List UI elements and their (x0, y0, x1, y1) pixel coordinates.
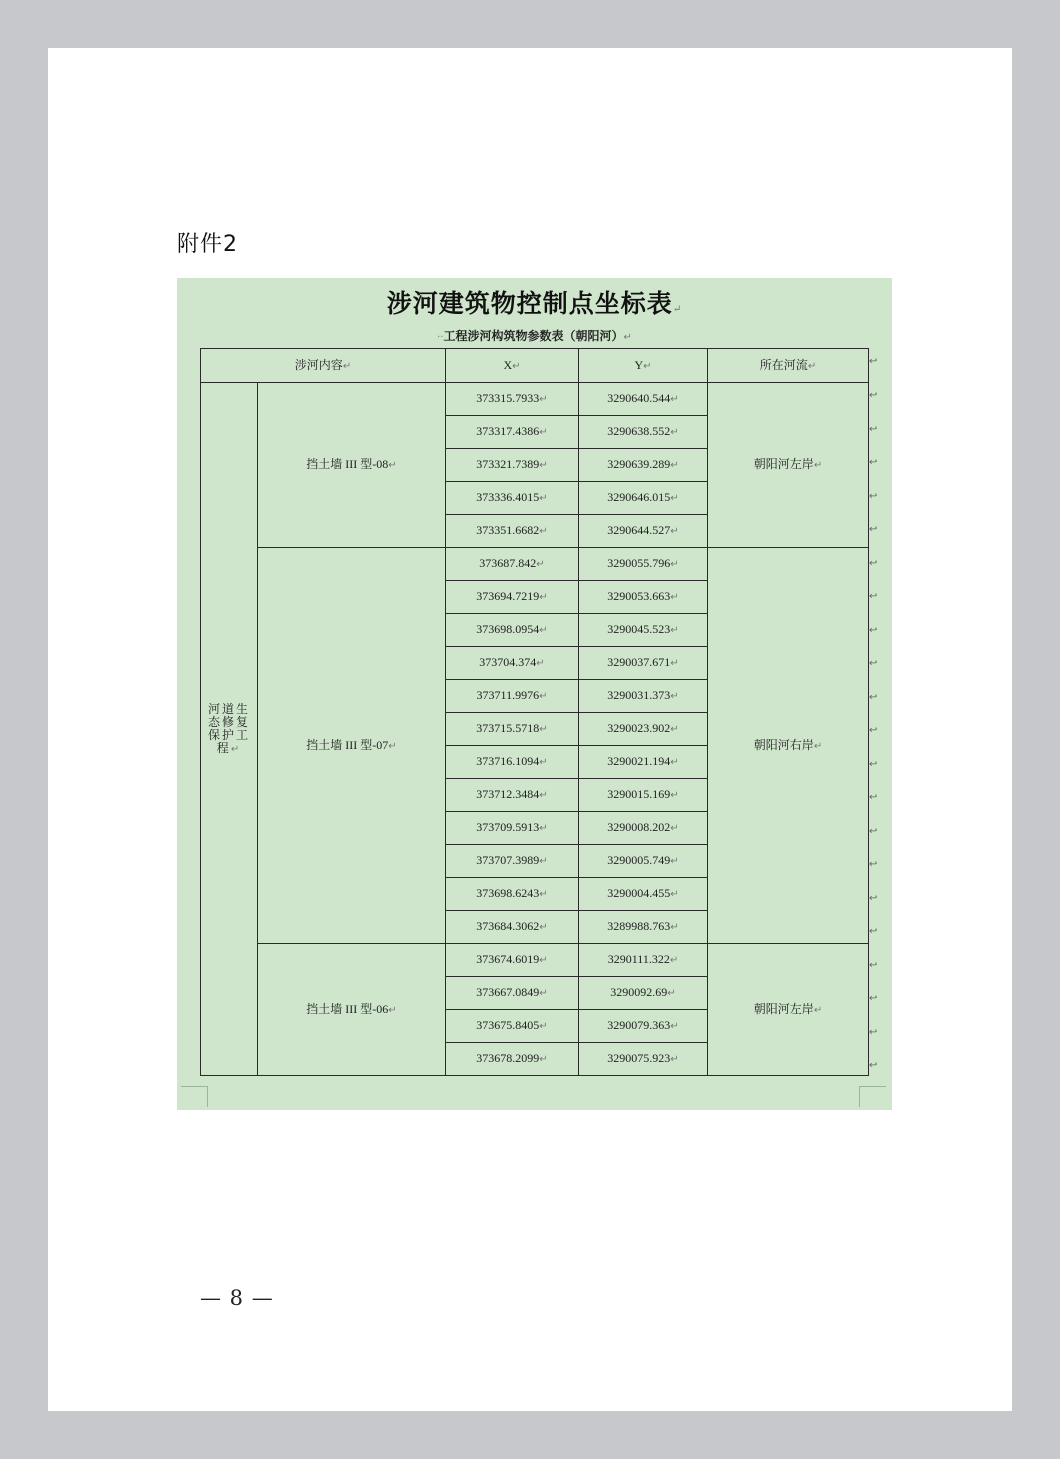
cell-text: 3290092.69 (610, 985, 668, 1000)
y-coordinate-cell (579, 515, 708, 548)
cell-text: 3290021.194 (607, 754, 671, 769)
paragraph-mark: ↵ (672, 304, 683, 315)
paragraph-mark: ↵ (388, 1004, 397, 1016)
cell-text: 373709.5913 (476, 820, 540, 835)
river-cell (708, 548, 869, 944)
row-end-mark: ↩ (869, 825, 878, 837)
cell-text: 3290055.796 (607, 556, 671, 571)
cell-text: 373687.842 (479, 556, 537, 571)
paragraph-mark: ↵ (512, 360, 521, 372)
row-end-mark: ↩ (869, 658, 878, 669)
x-coordinate-cell (446, 845, 579, 878)
cell-text: 挡土墙 III 型-07 (306, 737, 389, 752)
x-coordinate-cell (446, 515, 579, 548)
row-end-mark: ↩ (869, 557, 878, 569)
cell-text: 3290646.015 (607, 490, 671, 505)
structure-name-cell (258, 548, 446, 944)
x-coordinate-cell (446, 812, 579, 845)
cell-text: 373667.0849 (476, 985, 540, 1000)
river-cell (708, 383, 869, 548)
y-coordinate-cell (579, 977, 708, 1010)
cell-text: 373678.2099 (476, 1051, 540, 1066)
cell-text: 373711.9976 (476, 688, 540, 703)
row-end-mark: ↩ (869, 390, 878, 401)
x-coordinate-cell (446, 1010, 579, 1043)
paragraph-mark: ↵ (230, 744, 242, 756)
paragraph-mark: ↵ (670, 889, 679, 901)
paragraph-mark: ↵ (669, 955, 679, 967)
cell-text: 3290638.552 (607, 424, 671, 439)
y-coordinate-cell (579, 911, 708, 944)
y-coordinate-cell (579, 1043, 708, 1076)
cell-text: 3290023.902 (607, 721, 671, 736)
paragraph-mark: ↵ (539, 625, 548, 637)
y-coordinate-cell (579, 812, 708, 845)
row-end-mark: ↩ (869, 691, 878, 703)
cell-text: 3290075.923 (607, 1051, 671, 1066)
cell-text: 373712.3484 (476, 787, 540, 802)
x-coordinate-cell (446, 911, 579, 944)
paragraph-mark: ↵ (670, 757, 679, 769)
cell-text: 3290005.749 (607, 853, 671, 868)
paragraph-mark: ↵ (539, 724, 548, 736)
y-coordinate-cell (579, 449, 708, 482)
cell-text: 挡土墙 III 型-08 (306, 457, 389, 472)
row-end-mark: ↩ (869, 993, 878, 1004)
x-coordinate-cell (446, 680, 579, 713)
crop-mark-left (181, 1086, 208, 1107)
paragraph-mark: ↵ (342, 360, 352, 372)
paragraph-mark: ↵ (670, 427, 679, 439)
x-coordinate-cell (446, 383, 579, 416)
cell-text: 3290644.527 (607, 523, 671, 538)
paragraph-mark: ↵ (667, 988, 676, 1000)
paragraph-mark: ↵ (539, 691, 548, 703)
paragraph-mark: ↵ (388, 460, 397, 472)
table-row (201, 944, 869, 977)
paragraph-mark: ↵ (536, 559, 545, 571)
coordinate-table (200, 348, 869, 1076)
y-coordinate-cell (579, 779, 708, 812)
y-coordinate-cell (579, 581, 708, 614)
cell-text: 河道生态修复保护工程 (207, 701, 250, 756)
y-coordinate-cell (579, 482, 708, 515)
row-end-mark: ↩ (869, 524, 878, 535)
paragraph-mark: ↵ (670, 526, 679, 538)
paragraph-mark: ↵ (539, 1021, 548, 1033)
x-coordinate-cell (446, 647, 579, 680)
paragraph-mark: ↵ (539, 460, 548, 472)
paragraph-mark: ↵ (670, 592, 679, 604)
paragraph-mark: ↵ (539, 790, 548, 802)
paragraph-mark: ↵ (670, 856, 679, 868)
paragraph-mark: ↵ (670, 1054, 679, 1066)
table-header-row (201, 349, 869, 383)
table-title-text: 涉河建筑物控制点坐标表 (386, 289, 673, 318)
cell-text: 3290640.544 (607, 391, 671, 406)
cell-text: 373315.7933 (476, 391, 540, 406)
table-subtitle (177, 327, 892, 344)
attachment-label: 附件2 (177, 232, 238, 257)
scanned-table-image (177, 278, 892, 1110)
row-end-mark: ↩ (869, 490, 878, 502)
paragraph-mark: ↵ (539, 955, 548, 967)
cell-text: 3290015.169 (607, 787, 671, 802)
x-coordinate-cell (446, 779, 579, 812)
paragraph-mark: ↵ (539, 922, 548, 934)
document-page (48, 48, 1012, 1411)
paragraph-mark: ↵ (539, 394, 548, 406)
paragraph-mark: ↵ (539, 823, 548, 835)
paragraph-mark: ↵ (813, 1004, 823, 1016)
table-title (177, 284, 892, 320)
cell-text: 373704.374 (479, 655, 537, 670)
paragraph-mark: ↵ (539, 889, 548, 901)
x-coordinate-cell (446, 944, 579, 977)
page-number: — 8 — (200, 1286, 274, 1310)
paragraph-mark: ↵ (539, 526, 548, 538)
x-coordinate-cell (446, 449, 579, 482)
row-end-mark: ↩ (869, 457, 878, 468)
paragraph-mark: ↵ (670, 724, 679, 736)
table-row (201, 548, 869, 581)
header-river (708, 349, 869, 383)
paragraph-mark: ↵ (670, 790, 679, 802)
cell-text: 3290045.523 (607, 622, 671, 637)
header-content (201, 349, 446, 383)
cell-text: 373698.0954 (476, 622, 540, 637)
paragraph-mark: ↵ (539, 592, 548, 604)
x-coordinate-cell (446, 482, 579, 515)
cell-text: 涉河内容 (294, 357, 343, 372)
cell-text: 373675.8405 (476, 1018, 540, 1033)
cell-text: 所在河流 (759, 357, 808, 372)
paragraph-mark: ↵ (813, 740, 823, 752)
paragraph-mark: ↵ (807, 360, 817, 372)
cell-text: 挡土墙 III 型-06 (306, 1001, 389, 1016)
paragraph-mark: ↵ (536, 658, 545, 670)
cell-text: 373694.7219 (476, 589, 540, 604)
cell-text: 373674.6019 (476, 952, 540, 967)
x-coordinate-cell (446, 746, 579, 779)
y-coordinate-cell (579, 713, 708, 746)
y-coordinate-cell (579, 647, 708, 680)
cell-text: 3290639.289 (607, 457, 671, 472)
cell-text: 3290111.322 (607, 952, 670, 967)
paragraph-mark: ↵ (539, 493, 548, 505)
paragraph-mark: ↵ (539, 856, 548, 868)
row-end-mark: ↩ (869, 859, 878, 870)
paragraph-mark: ↵ (670, 493, 679, 505)
x-coordinate-cell (446, 713, 579, 746)
structure-name-cell (258, 944, 446, 1076)
cell-text: 373317.4386 (476, 424, 540, 439)
paragraph-mark: ↵ (670, 922, 679, 934)
crop-mark-right (859, 1086, 886, 1107)
y-coordinate-cell (579, 680, 708, 713)
paragraph-mark: ↵ (670, 691, 679, 703)
paragraph-mark: ↵ (670, 559, 679, 571)
cell-text: 朝阳河右岸 (753, 737, 814, 752)
row-end-mark: ↩ (869, 758, 878, 770)
row-end-mark: ↩ (869, 792, 878, 803)
row-end-mark: ↩ (869, 959, 878, 971)
x-coordinate-cell (446, 548, 579, 581)
cell-text: 373715.5718 (476, 721, 540, 736)
cell-text: Y (634, 357, 644, 372)
header-y (579, 349, 708, 383)
x-coordinate-cell (446, 416, 579, 449)
y-coordinate-cell (579, 746, 708, 779)
cell-text: 373716.1094 (476, 754, 540, 769)
row-end-mark: ↩ (869, 591, 878, 602)
x-coordinate-cell (446, 614, 579, 647)
paragraph-mark: ↵ (539, 988, 548, 1000)
row-end-mark: ↩ (869, 892, 878, 904)
paragraph-mark: ↵ (670, 460, 679, 472)
y-coordinate-cell (579, 548, 708, 581)
cell-text: 3290008.202 (607, 820, 671, 835)
cell-text: 373351.6682 (476, 523, 540, 538)
paragraph-mark: ↵ (539, 1054, 548, 1066)
cell-text: 373321.7389 (476, 457, 540, 472)
cell-text: 朝阳河左岸 (753, 457, 814, 472)
x-coordinate-cell (446, 977, 579, 1010)
cell-text: 3290079.363 (607, 1018, 671, 1033)
paragraph-mark: ↵ (813, 460, 823, 472)
paragraph-mark: ↵ (670, 394, 679, 406)
row-end-mark: ↩ (869, 725, 878, 736)
paragraph-mark: ↵ (670, 823, 679, 835)
structure-name-cell (258, 383, 446, 548)
cell-text: 373707.3989 (476, 853, 540, 868)
cell-text: 3290004.455 (607, 886, 671, 901)
y-coordinate-cell (579, 416, 708, 449)
cell-text: 373698.6243 (476, 886, 540, 901)
cell-text: 3290031.373 (607, 688, 671, 703)
y-coordinate-cell (579, 383, 708, 416)
subtitle-lead: ·· (437, 332, 444, 343)
table-subtitle-text: 工程涉河构筑物参数表（朝阳河） (443, 329, 624, 343)
y-coordinate-cell (579, 845, 708, 878)
cell-text: X (503, 357, 513, 372)
paragraph-mark: ↵ (643, 360, 652, 372)
paragraph-mark: ↵ (670, 658, 679, 670)
y-coordinate-cell (579, 878, 708, 911)
row-end-mark: ↩ (869, 1026, 878, 1038)
y-coordinate-cell (579, 614, 708, 647)
row-end-mark: ↩ (869, 1060, 878, 1071)
paragraph-mark: ↵ (623, 332, 632, 343)
row-end-mark: ↩ (869, 356, 878, 367)
table-row (201, 383, 869, 416)
cell-text: 3289988.763 (607, 919, 671, 934)
cell-text: 373336.4015 (476, 490, 540, 505)
y-coordinate-cell (579, 944, 708, 977)
paragraph-mark: ↵ (539, 757, 548, 769)
row-end-mark: ↩ (869, 926, 878, 937)
cell-text: 朝阳河左岸 (753, 1001, 814, 1016)
category-cell (201, 383, 258, 1076)
paragraph-mark: ↵ (670, 625, 679, 637)
x-coordinate-cell (446, 878, 579, 911)
river-cell (708, 944, 869, 1076)
x-coordinate-cell (446, 581, 579, 614)
cell-text: 373684.3062 (476, 919, 540, 934)
paragraph-mark: ↵ (670, 1021, 679, 1033)
cell-text: 3290053.663 (607, 589, 671, 604)
header-x (446, 349, 579, 383)
paragraph-mark: ↵ (388, 740, 397, 752)
row-end-mark: ↩ (869, 624, 878, 636)
y-coordinate-cell (579, 1010, 708, 1043)
row-end-mark: ↩ (869, 423, 878, 435)
paragraph-mark: ↵ (539, 427, 548, 439)
cell-text: 3290037.671 (607, 655, 671, 670)
x-coordinate-cell (446, 1043, 579, 1076)
